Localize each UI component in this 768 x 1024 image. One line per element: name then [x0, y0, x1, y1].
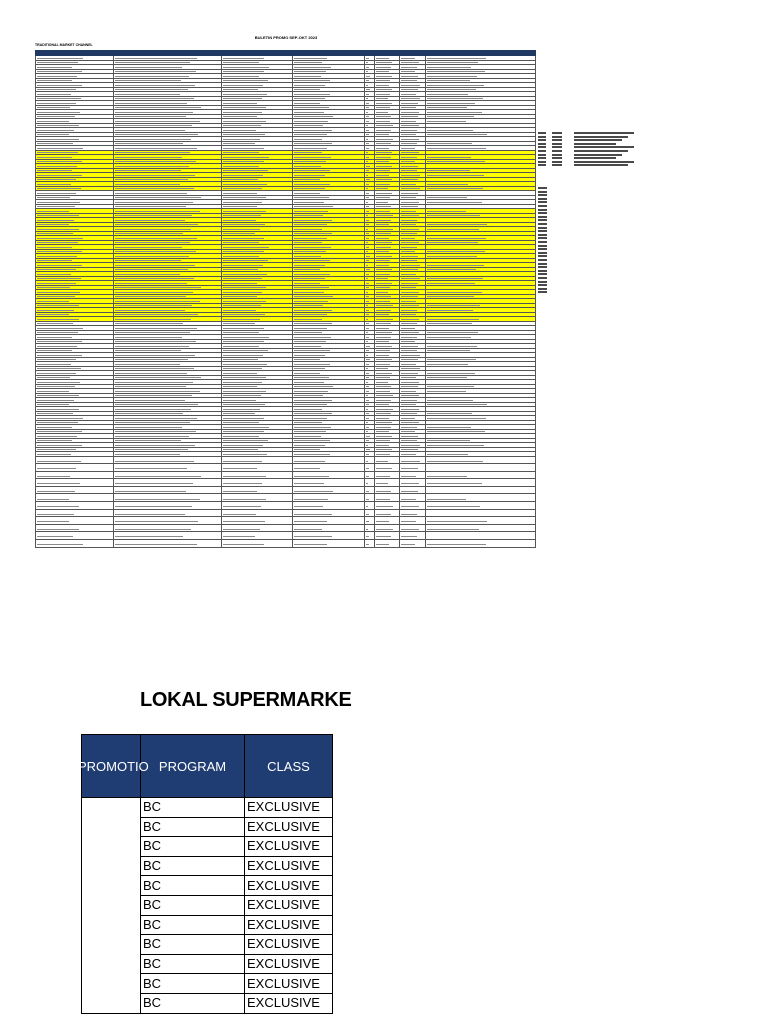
side-note-line	[538, 291, 648, 293]
side-note-line	[538, 234, 648, 236]
class-cell: EXCLUSIVE	[245, 993, 333, 1013]
program-cell: BC	[141, 974, 245, 994]
side-note-line	[538, 212, 648, 214]
side-note-line	[538, 209, 648, 211]
detail-row	[82, 798, 333, 818]
spreadsheet-row	[36, 464, 536, 472]
promotion-cell	[82, 817, 141, 837]
class-cell: EXCLUSIVE	[245, 837, 333, 857]
class-cell: EXCLUSIVE	[245, 974, 333, 994]
promo-spreadsheet	[35, 50, 536, 548]
spreadsheet-row	[36, 502, 536, 510]
side-note-line	[538, 273, 648, 275]
program-cell: BC	[141, 993, 245, 1013]
detail-row	[82, 856, 333, 876]
detail-row	[82, 993, 333, 1013]
class-cell: EXCLUSIVE	[245, 915, 333, 935]
spreadsheet-row	[36, 456, 536, 464]
side-note-line	[538, 136, 648, 138]
header-promotion: PROMOTIO	[82, 735, 141, 798]
promotion-cell	[82, 935, 141, 955]
side-note-line	[538, 237, 648, 239]
side-note-line	[538, 161, 648, 163]
class-cell: EXCLUSIVE	[245, 954, 333, 974]
side-note-line	[538, 164, 648, 166]
side-note-line	[538, 132, 648, 134]
class-cell: EXCLUSIVE	[245, 935, 333, 955]
side-note-line	[538, 245, 648, 247]
header-class: CLASS	[245, 735, 333, 798]
promotion-cell	[82, 798, 141, 818]
side-note-line	[538, 223, 648, 225]
side-note-line	[538, 230, 648, 232]
detail-title: LOKAL SUPERMARKE	[140, 689, 352, 711]
side-note-line	[538, 263, 648, 265]
promotion-cell	[82, 954, 141, 974]
detail-table	[78, 734, 333, 1014]
side-note-line	[538, 194, 648, 196]
side-note-line	[538, 255, 648, 257]
header-program: PROGRAM	[141, 735, 245, 798]
detail-row	[82, 954, 333, 974]
spreadsheet-row	[36, 524, 536, 532]
spreadsheet-row	[36, 517, 536, 525]
promotion-cell	[82, 837, 141, 857]
side-note-line	[538, 139, 648, 141]
side-note-line	[538, 270, 648, 272]
promotion-cell	[82, 915, 141, 935]
spreadsheet-row	[36, 471, 536, 479]
detail-row	[82, 974, 333, 994]
side-note-line	[538, 143, 648, 145]
promotion-cell	[82, 876, 141, 896]
program-cell: BC	[141, 876, 245, 896]
side-note-line	[538, 241, 648, 243]
detail-row	[82, 935, 333, 955]
side-note-line	[538, 281, 648, 283]
promotion-cell	[82, 974, 141, 994]
side-note-line	[538, 150, 648, 152]
program-cell: BC	[141, 935, 245, 955]
side-note-line	[538, 154, 648, 156]
program-cell: BC	[141, 954, 245, 974]
side-note-line	[538, 227, 648, 229]
side-note-line	[538, 259, 648, 261]
side-note-line	[538, 198, 648, 200]
class-cell: EXCLUSIVE	[245, 798, 333, 818]
side-note-line	[538, 157, 648, 159]
side-note-line	[538, 252, 648, 254]
detail-row	[82, 895, 333, 915]
side-note-line	[538, 277, 648, 279]
class-cell: EXCLUSIVE	[245, 817, 333, 837]
spreadsheet-row	[36, 479, 536, 487]
class-cell: EXCLUSIVE	[245, 876, 333, 896]
promotion-cell	[82, 856, 141, 876]
sheet-subtitle: TRADITIONAL MARKET CHANNEL	[35, 43, 93, 47]
detail-row	[82, 915, 333, 935]
spreadsheet-row	[36, 509, 536, 517]
program-cell: BC	[141, 837, 245, 857]
side-note-line	[538, 284, 648, 286]
program-cell: BC	[141, 915, 245, 935]
spreadsheet-row	[36, 494, 536, 502]
side-note-line	[538, 248, 648, 250]
program-cell: BC	[141, 856, 245, 876]
class-cell: EXCLUSIVE	[245, 856, 333, 876]
side-note-line	[538, 219, 648, 221]
side-note-line	[538, 187, 648, 189]
detail-row	[82, 817, 333, 837]
spreadsheet-row	[36, 532, 536, 540]
detail-row	[82, 876, 333, 896]
side-note-line	[538, 288, 648, 290]
side-note-line	[538, 266, 648, 268]
side-note-line	[538, 146, 648, 148]
promotion-cell	[82, 993, 141, 1013]
program-cell: BC	[141, 817, 245, 837]
spreadsheet-row	[36, 540, 536, 548]
detail-row	[82, 837, 333, 857]
side-note-line	[538, 205, 648, 207]
side-note-line	[538, 191, 648, 193]
side-note-line	[538, 201, 648, 203]
promotion-cell	[82, 895, 141, 915]
program-cell: BC	[141, 798, 245, 818]
class-cell: EXCLUSIVE	[245, 895, 333, 915]
sheet-title: BULETIN PROMO SEP-OKT 2023	[254, 35, 318, 40]
side-note-line	[538, 216, 648, 218]
program-cell: BC	[141, 895, 245, 915]
detail-header-row	[82, 735, 333, 798]
spreadsheet-row	[36, 486, 536, 494]
